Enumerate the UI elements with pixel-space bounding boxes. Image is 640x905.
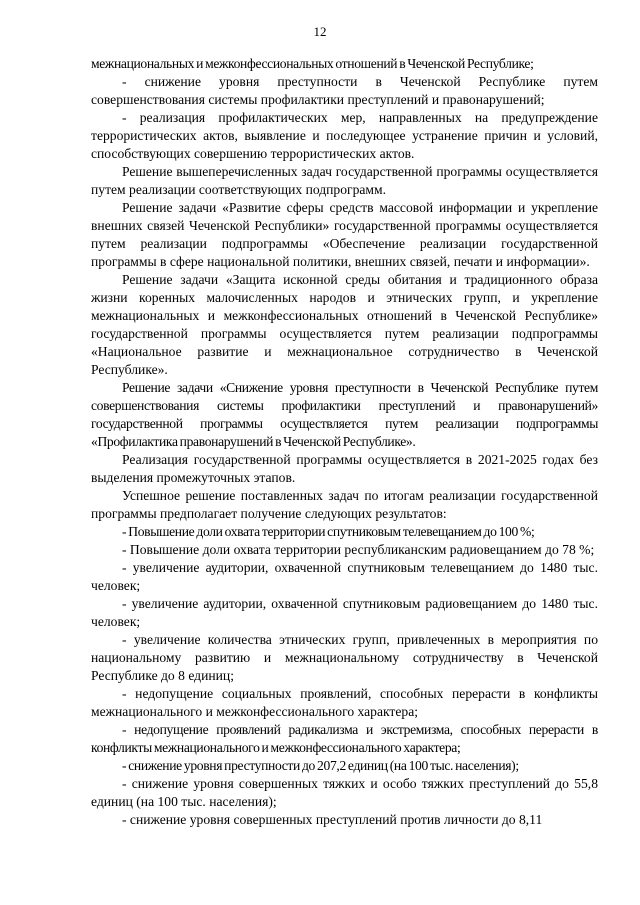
document-body <box>91 55 598 829</box>
page-number: 12 <box>313 24 327 39</box>
paragraph: - Повышение доли охвата территории спутниковым телевещанием до 100 %; <box>122 524 535 539</box>
paragraph: Решение задачи «Развитие сферы средств массовой информации и укрепление внешних связей Чеченской Республики» государственной программы осуществляется путем реализации подпрограммы «Обеспечение реализации государственной программы в сфере национальной политики, внешних связей, печати и информации». <box>91 200 598 269</box>
paragraph: - увеличение аудитории, охваченной спутниковым радиовещанием до 1480 тыс. человек; <box>91 596 598 629</box>
paragraph: - реализация профилактических мер, направленных на предупреждение террористических актов, выявление и последующее устранение причин и условий, способствующих совершению террористических актов. <box>91 110 598 161</box>
paragraph: Успешное решение поставленных задач по итогам реализации государственной программы предполагает получение следующих результатов: <box>91 488 598 521</box>
paragraph: Решение вышеперечисленных задач государственной программы осуществляется путем реализации соответствующих подпрограмм. <box>91 164 598 197</box>
paragraph: Решение задачи «Защита исконной среды обитания и традиционного образа жизни коренных малочисленных народов и этнических групп, и укрепление межнациональных и межконфессиональных отношений в Чеченской Республике» государственной программы осуществляется путем реализации подпрограммы «Национальное развитие и межнациональное сотрудничество в Чеченской Республике». <box>91 272 598 377</box>
paragraph: - увеличение количества этнических групп, привлеченных в мероприятия по национальному развитию и межнациональному сотрудничеству в Чеченской Республике до 8 единиц; <box>91 632 598 683</box>
paragraph: - Повышение доли охвата территории республиканским радиовещанием до 78 %; <box>122 542 595 557</box>
paragraph: Решение задачи «Снижение уровня преступности в Чеченской Республике путем совершенствования системы профилактики преступлений и правонарушений» государственной программы осуществляется путем реализации подпрограммы «Профилактика правонарушений в Чеченской Республике». <box>91 380 598 449</box>
paragraph: - снижение уровня преступности в Чеченской Республике путем совершенствования системы профилактики преступлений и правонарушений; <box>91 74 598 107</box>
paragraph: межнациональных и межконфессиональных отношений в Чеченской Республике; <box>91 56 534 71</box>
paragraph: - снижение уровня преступности до 207,2 единиц (на 100 тыс. населения); <box>122 758 519 773</box>
paragraph: Реализация государственной программы осуществляется в 2021-2025 годах без выделения промежуточных этапов. <box>91 452 598 485</box>
paragraph: - снижение уровня совершенных тяжких и особо тяжких преступлений до 55,8 единиц (на 100 тыс. населения); <box>91 776 598 809</box>
paragraph: - увеличение аудитории, охваченной спутниковым телевещанием до 1480 тыс. человек; <box>91 560 598 593</box>
paragraph: - недопущение социальных проявлений, способных перерасти в конфликты межнационального и межконфессионального характера; <box>91 686 598 719</box>
paragraph: - недопущение проявлений радикализма и экстремизма, способных перерасти в конфликты межнационального и межконфессионального характера; <box>91 722 598 755</box>
paragraph: - снижение уровня совершенных преступлений против личности до 8,11 <box>122 812 543 827</box>
